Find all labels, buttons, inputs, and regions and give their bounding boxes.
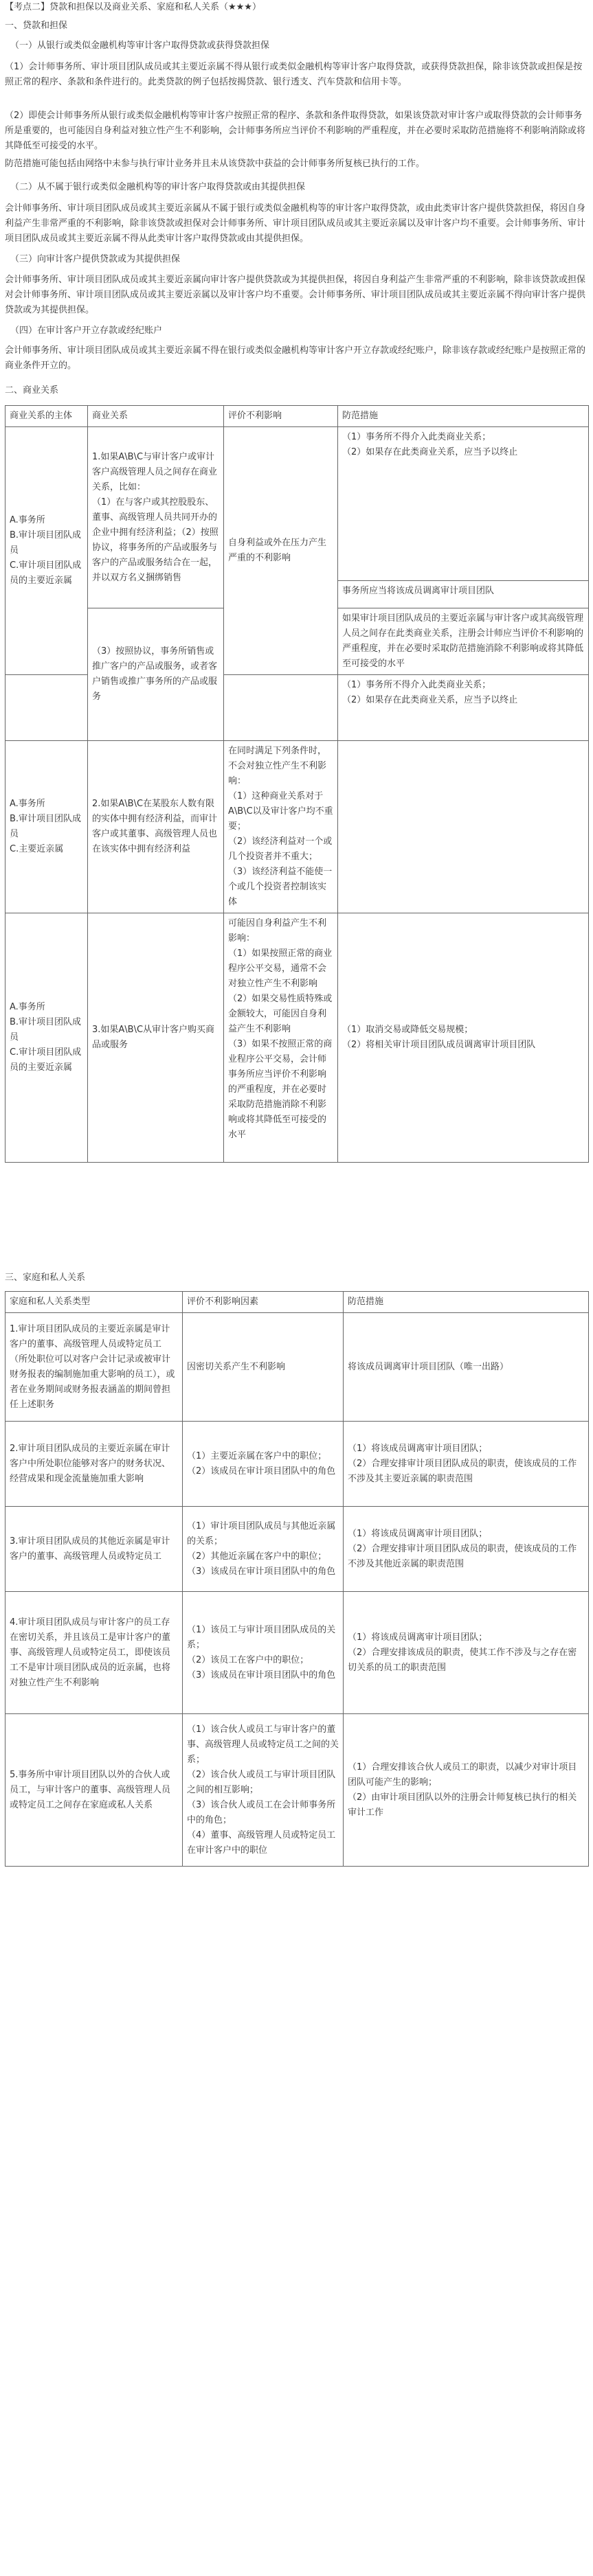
paragraph: （1）会计师事务所、审计项目团队成员或其主要近亲属不得从银行或类似金融机构等审计客户取得贷款，或获得贷款担保，除非该贷款或担保是按照正常的程序、条款和条件进行的。此类贷款的例子包括按揭贷款、银行透支、汽车贷款和信用卡等。 — [5, 62, 583, 87]
cell-line: （4）董事、高级管理人员或特定员工在审计客户中的职位 — [187, 1830, 336, 1856]
type-cell — [5, 1714, 183, 1867]
cell-line: （1）在与客户或其控股股东、董事、高级管理人员共同开办的企业中拥有经济利益；（2）按照协议，将事务所的产品或服务与客户的产品或服务结合在一起，并以双方名义捆绑销售 — [92, 497, 219, 583]
cell-line: 因密切关系产生不利影响 — [187, 1361, 286, 1372]
cell-line: B.审计项目团队成员 — [10, 814, 82, 839]
cell-line: （1）合理安排该合伙人或员工的职责，以减少对审计项目团队可能产生的影响； — [348, 1762, 577, 1788]
factors-cell — [183, 1422, 344, 1507]
cell-line: 4.审计项目团队成员与审计客户的员工存在密切关系，并且该员工是审计客户的董事、高级管理人员或特定员工，即使该员工不是审计项目团队成员的近亲属，也将对独立性产生不利影响 — [10, 1617, 171, 1688]
cell-line: （3）该合伙人或员工在会计师事务所中的角色； — [187, 1799, 336, 1825]
measures-cell — [344, 1714, 589, 1867]
table-row — [5, 1592, 589, 1714]
cell-line: B.审计项目团队成员 — [10, 1017, 82, 1042]
measures-cell — [338, 741, 589, 913]
impact-cell — [224, 913, 338, 1163]
cell-line: （2）该经济利益对一个或几个投资者并不重大； — [228, 836, 333, 862]
cell-line: 3.审计项目团队成员的其他近亲属是审计客户的董事、高级管理人员或特定员工 — [10, 1536, 170, 1562]
cell-line: （2）由审计项目团队以外的注册会计师复核已执行的相关审计工作 — [348, 1792, 577, 1818]
measures-cell — [338, 913, 589, 1163]
measures-cell — [344, 1313, 589, 1422]
factors-cell — [183, 1507, 344, 1592]
table-row — [5, 1422, 589, 1507]
cell-line: （3）该成员在审计项目团队中的角色 — [187, 1566, 336, 1577]
table-row — [5, 741, 589, 913]
cell-line: 1.如果A\B\C与审计客户或审计客户高级管理人员之间存在商业关系，比如： — [92, 451, 218, 492]
subheading-4: （四）在审计客户开立存款或经纪账户 — [10, 326, 163, 336]
relation-cell — [88, 608, 224, 741]
relation-cell — [88, 427, 224, 608]
section-heading-family: 三、家庭和私人关系 — [5, 1273, 86, 1283]
measures-cell — [344, 1592, 589, 1714]
cell-line: （3）该成员在审计项目团队中的角色 — [187, 1669, 336, 1680]
table-header-cell: 防范措施 — [338, 406, 589, 427]
cell-line: 如果审计项目团队成员的主要近亲属与审计客户或其高级管理人员之间存在此类商业关系，注册会计师应当评价不利影响的严重程度，并在必要时采取防范措施消除不利影响或将其降低至可接受的水平 — [342, 613, 584, 669]
section-heading-business: 二、商业关系 — [5, 385, 59, 396]
relation-cell — [88, 913, 224, 1163]
table-header-row — [5, 406, 589, 427]
subject-cell — [5, 427, 88, 675]
cell-line: （1）事务所不得介入此类商业关系； — [342, 680, 491, 690]
factors-cell — [183, 1714, 344, 1867]
subheading-2: （二）从不属于银行或类似金融机构等的审计客户取得贷款或由其提供担保 — [10, 182, 306, 192]
factors-cell — [183, 1313, 344, 1422]
cell-line: （1）事务所不得介入此类商业关系； — [342, 432, 491, 442]
cell-line: 1.审计项目团队成员的主要近亲属是审计客户的董事、高级管理人员或特定员工（所处职位可以对客户会计记录或被审计财务报表的编制施加重大影响的员工），或者在业务期间或财务报表涵盖的期间曾担任上述职务 — [10, 1323, 175, 1410]
table-header-row — [5, 1292, 589, 1313]
subheading-3: （三）向审计客户提供贷款或为其提供担保 — [10, 254, 181, 264]
table-row — [5, 1714, 589, 1867]
table-row — [5, 1313, 589, 1422]
cell-line: （1）将该成员调离审计项目团队； — [348, 1443, 488, 1454]
cell-line: 将该成员调离审计项目团队（唯一出路） — [348, 1361, 509, 1372]
paragraph: 会计师事务所、审计项目团队成员或其主要近亲属从不属于银行或类似金融机构等的审计客户取得贷款，或由此类审计客户提供贷款担保，将因自身利益产生非常严重的不利影响，除非该贷款或担保对会计师事务所、审计项目团队成员或其主要近亲属以及审计客户均不重要。会计师事务所、审计项目团队成员或其主要近亲属不得从此类审计客户取得贷款或由其提供担保。 — [5, 203, 586, 244]
cell-line: （2）合理安排审计项目团队成员的职责，使该成员的工作不涉及其主要近亲属的职责范围 — [348, 1458, 577, 1484]
cell-line: （3）按照协议，事务所销售或推广客户的产品或服务，或者客户销售或推广事务所的产品或服务 — [92, 646, 218, 702]
table-row — [5, 913, 589, 1163]
cell-line: （1）该合伙人或员工与审计客户的董事、高级管理人员或特定员工之间的关系； — [187, 1724, 339, 1765]
paragraph: 会计师事务所、审计项目团队成员或其主要近亲属向审计客户提供贷款或为其提供担保，将因自身利益产生非常严重的不利影响，除非该贷款或担保对会计师事务所、审计项目团队成员或其主要近亲属以及审计客户均不重要。会计师事务所、审计项目团队成员或其主要近亲属不得向审计客户提供贷款或为其提供担保。 — [5, 275, 586, 315]
table-header-cell: 商业关系 — [88, 406, 224, 427]
cell-line: （2）合理安排该成员的职责，使其工作不涉及与之存在密切关系的员工的职责范围 — [348, 1647, 577, 1673]
measures-cell — [338, 427, 589, 581]
cell-line: （1）如果按照正常的商业程序公平交易，通常不会对独立性产生不利影响 — [228, 948, 333, 989]
type-cell — [5, 1422, 183, 1507]
table-header-cell: 商业关系的主体 — [5, 406, 88, 427]
cell-line: 事务所应当将该成员调离审计项目团队 — [342, 586, 495, 596]
table-row — [5, 427, 589, 581]
type-cell — [5, 1507, 183, 1592]
factors-cell — [183, 1592, 344, 1714]
cell-line: （2）该成员在审计项目团队中的角色 — [187, 1466, 336, 1477]
cell-line: （3）如果不按照正常的商业程序公平交易，会计师事务所应当评价不利影响的严重程度，并在必要时采取防范措施消除不利影响或将其降低至可接受的水平 — [228, 1039, 333, 1140]
subject-cell — [5, 913, 88, 1163]
relation-cell — [88, 741, 224, 913]
measures-cell — [344, 1507, 589, 1592]
paragraph: （2）即使会计师事务所从银行或类似金融机构等审计客户按照正常的程序、条款和条件取得贷款，如果该贷款对审计客户或取得贷款的会计师事务所是重要的，也可能因自身利益对独立性产生不利影响，会计师事务所应当评价不利影响的严重程度，并在必要时采取防范措施将不利影响消除或将其降低至可接受的水平。 — [5, 111, 586, 151]
cell-line: 在同时满足下列条件时，不会对独立性产生不利影响： — [228, 746, 327, 786]
cell-line: A.事务所 — [10, 1002, 45, 1012]
cell-line: 2.如果A\B\C在某股东人数有限的实体中拥有经济利益，而审计客户或其董事、高级管理人员也在该实体中拥有经济利益 — [92, 799, 218, 854]
cell-line: （2）如果交易性质特殊或金额较大，可能因自身利益产生不利影响 — [228, 994, 333, 1034]
table-header-cell: 评价不利影响 — [224, 406, 338, 427]
cell-line: C.主要近亲属 — [10, 844, 64, 854]
table-header-cell: 防范措施 — [344, 1292, 589, 1313]
cell-line: （2）其他近亲属在客户中的职位； — [187, 1551, 327, 1562]
impact-cell — [224, 427, 338, 675]
page-title: 【考点二】贷款和担保以及商业关系、家庭和私人关系（★★★） — [5, 2, 261, 12]
cell-line: （1）该员工与审计项目团队成员的关系； — [187, 1624, 336, 1650]
cell-line: 可能因自身利益产生不利影响： — [228, 918, 327, 944]
cell-line: 2.审计项目团队成员的主要近亲属在审计客户中所处职位能够对客户的财务状况、经营成果和现金流量施加重大影响 — [10, 1443, 171, 1484]
cell-line: （2）将相关审计项目团队成员调离审计项目团队 — [342, 1040, 536, 1050]
table-header-cell: 评价不利影响因素 — [183, 1292, 344, 1313]
cell-line: （1）主要近亲属在客户中的职位； — [187, 1450, 327, 1461]
impact-cell — [224, 741, 338, 913]
cell-line: 5.事务所中审计项目团队以外的合伙人或员工，与审计客户的董事、高级管理人员或特定员工之间存在家庭或私人关系 — [10, 1769, 171, 1810]
type-cell — [5, 1592, 183, 1714]
measures-cell — [344, 1422, 589, 1507]
cell-line: （1）将该成员调离审计项目团队； — [348, 1528, 488, 1539]
type-cell — [5, 1313, 183, 1422]
cell-line: A.事务所 — [10, 799, 45, 809]
cell-line: （2）该合伙人或员工与审计项目团队之间的相互影响； — [187, 1769, 336, 1795]
cell-line: B.审计项目团队成员 — [10, 530, 82, 556]
family-relationship-table — [5, 1291, 589, 1867]
subheading-1: （一）从银行或类似金融机构等审计客户取得贷款或获得贷款担保 — [10, 41, 270, 51]
cell-line: （2）如果存在此类商业关系，应当予以终止 — [342, 695, 518, 705]
cell-line: （1）取消交易或降低交易规模； — [342, 1025, 473, 1035]
cell-line: C.审计项目团队成员的主要近亲属 — [10, 560, 82, 586]
section-heading-loans: 一、贷款和担保 — [5, 21, 68, 31]
cell-line: （2）合理安排审计项目团队成员的职责，使该成员的工作不涉及其他近亲属的职责范围 — [348, 1543, 577, 1569]
cell-line: （1）这种商业关系对于A\B\C以及审计客户均不重要； — [228, 791, 333, 832]
cell-line: A.事务所 — [10, 515, 45, 525]
cell-line: （1）审计项目团队成员与其他近亲属的关系； — [187, 1520, 336, 1547]
measures-cell — [338, 675, 589, 741]
cell-line: 3.如果A\B\C从审计客户购买商品或服务 — [92, 1025, 215, 1050]
subject-cell — [5, 741, 88, 913]
cell-line: 自身利益或外在压力产生严重的不利影响 — [228, 538, 327, 563]
cell-line: （2）该员工在客户中的职位； — [187, 1654, 309, 1665]
cell-line: C.审计项目团队成员的主要近亲属 — [10, 1047, 82, 1073]
table-row — [5, 1507, 589, 1592]
measures-cell — [338, 608, 589, 675]
table-header-cell: 家庭和私人关系类型 — [5, 1292, 183, 1313]
measures-cell — [338, 581, 589, 608]
paragraph: 防范措施可能包括由网络中未参与执行审计业务并且未从该贷款中获益的会计师事务所复核已执行的工作。 — [5, 159, 425, 169]
cell-line: （2）如果存在此类商业关系，应当予以终止 — [342, 447, 518, 457]
business-relationship-table — [5, 405, 589, 1163]
cell-line: （1）将该成员调离审计项目团队； — [348, 1632, 488, 1643]
cell-line: （3）该经济利益不能使一个或几个投资者控制该实体 — [228, 867, 333, 907]
paragraph: 会计师事务所、审计项目团队成员或其主要近亲属不得在银行或类似金融机构等审计客户开立存款或经纪账户，除非该存款或经纪账户是按照正常的商业条件开立的。 — [5, 345, 586, 371]
